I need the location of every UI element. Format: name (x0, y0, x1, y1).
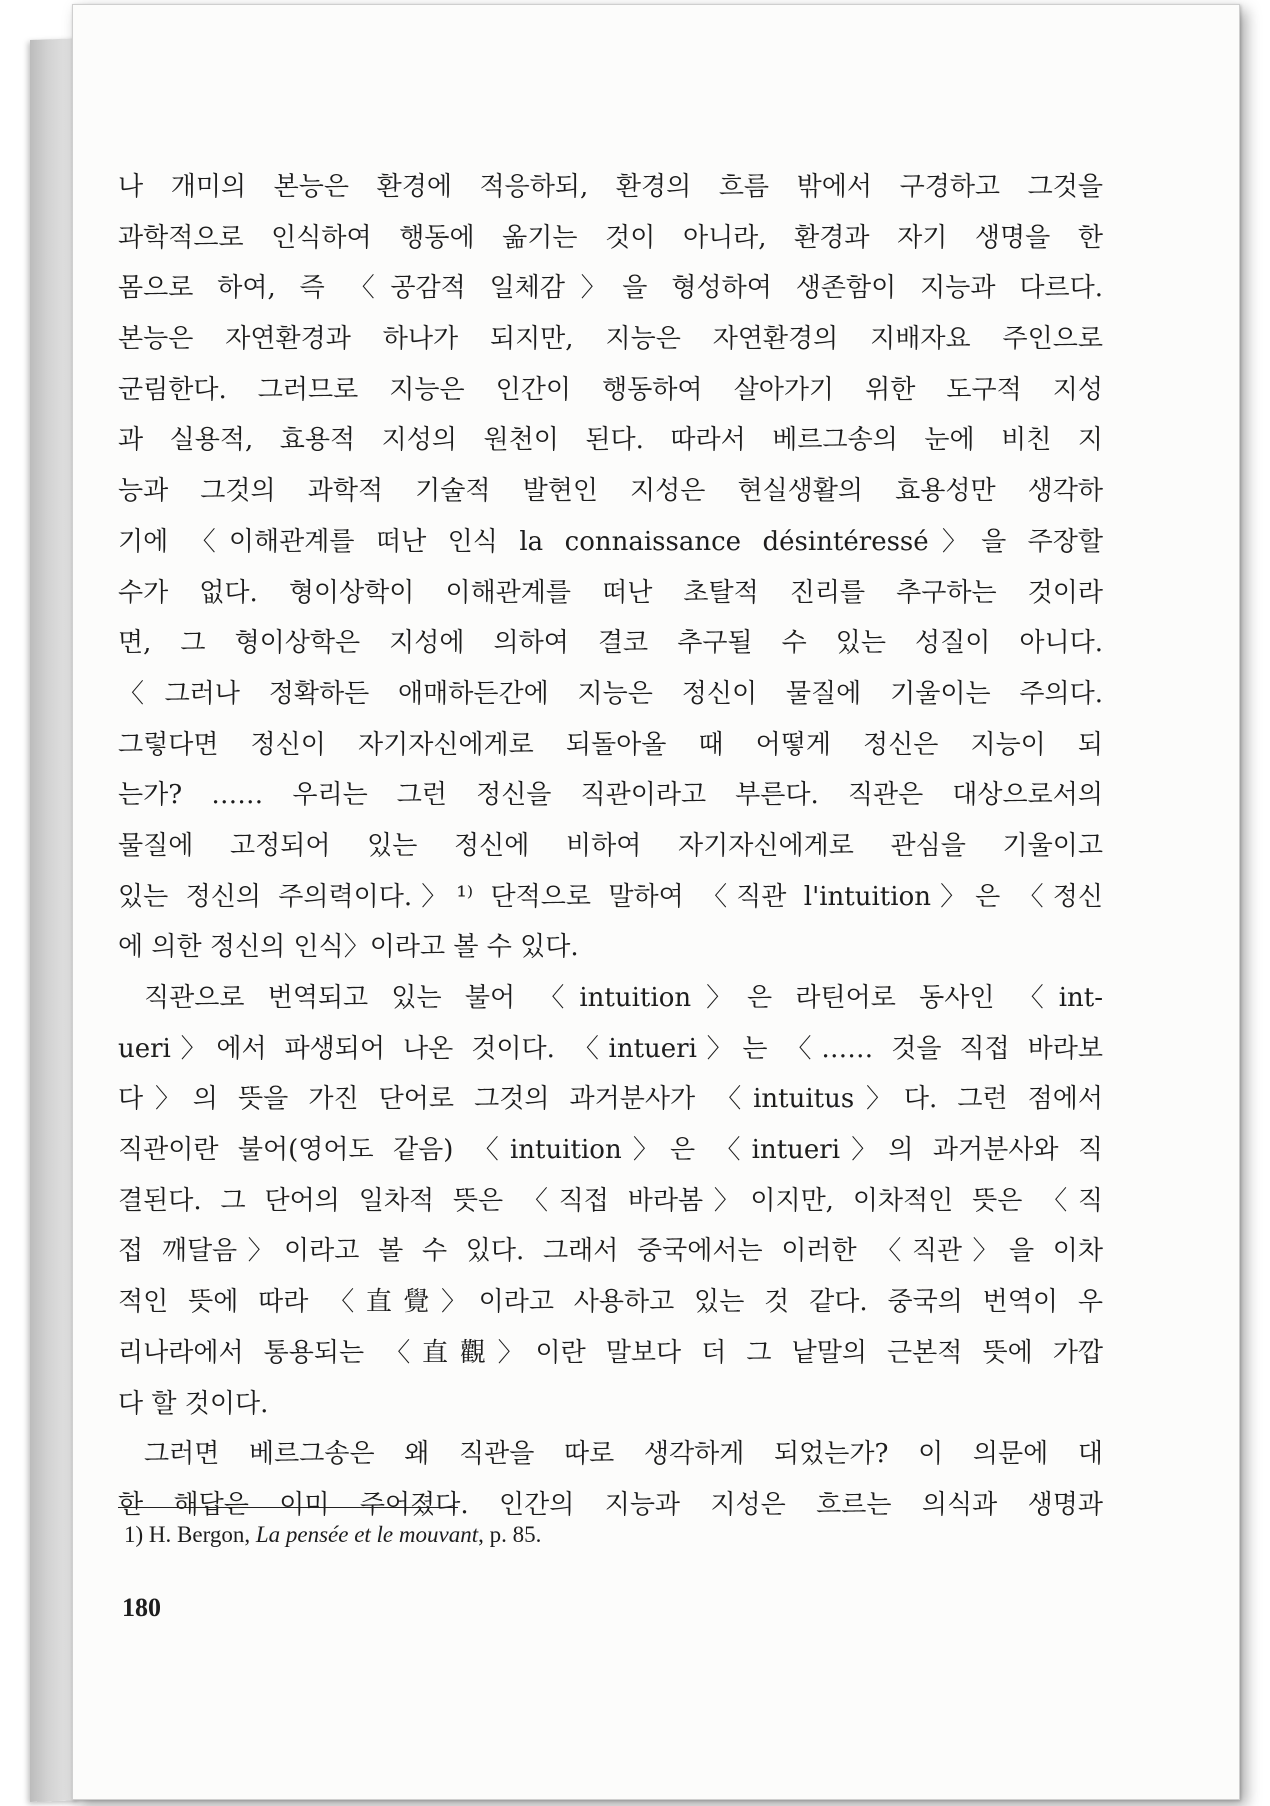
footnote-marker: 1) (124, 1522, 144, 1547)
text-line: 는가? …… 우리는 그런 정신을 직관이라고 부른다. 직관은 대상으로서의 (118, 780, 1103, 811)
text-line: 그렇다면 정신이 자기자신에게로 되돌아올 때 어떻게 정신은 지능이 되 (118, 729, 1103, 760)
text-line: 군림한다. 그러므로 지능은 인간이 행동하여 살아가기 위한 도구적 지성 (118, 374, 1103, 405)
page-number: 180 (122, 1593, 161, 1622)
text-line: 물질에 고정되어 있는 정신에 비하여 자기자신에게로 관심을 기울이고 (118, 830, 1103, 861)
text-line: 그러면 베르그송은 왜 직관을 따로 생각하게 되었는가? 이 의문에 대 (144, 1439, 1103, 1470)
text-line: 적인 뜻에 따라 〈直覺〉이라고 사용하고 있는 것 같다. 중국의 번역이 우 (118, 1287, 1103, 1318)
text-line: 직관으로 번역되고 있는 불어 〈intuition〉은 라틴어로 동사인 〈int- (144, 983, 1103, 1013)
text-line: 한 해답은 이미 주어졌다. 인간의 지능과 지성은 흐르는 의식과 생명과 (118, 1489, 1103, 1520)
text-line: 있는 정신의 주의력이다.〉¹⁾ 단적으로 말하여 〈직관 l'intuition〉은 〈정신 (118, 881, 1103, 912)
text-line: 다〉의 뜻을 가진 단어로 그것의 과거분사가 〈intuitus〉다. 그런 점에서 (118, 1084, 1103, 1115)
text-line: 에 의한 정신의 인식〉이라고 볼 수 있다. (118, 932, 579, 963)
text-line: ueri〉에서 파생되어 나온 것이다. 〈intueri〉는 〈…… 것을 직접 바라보 (118, 1033, 1103, 1064)
footnote (124, 1522, 541, 1548)
text-line: 능과 그것의 과학적 기술적 발현인 지성은 현실생활의 효용성만 생각하 (118, 476, 1103, 507)
text-line: 과 실용적, 효용적 지성의 원천이 된다. 따라서 베르그송의 눈에 비친 지 (118, 425, 1103, 456)
page-body (118, 162, 1103, 1531)
text-line: 기에 〈이해관계를 떠난 인식 la connaissance désintéressé〉을 주장할 (118, 526, 1103, 557)
text-line: 다 할 것이다. (118, 1388, 269, 1419)
text-line: 본능은 자연환경과 하나가 되지만, 지능은 자연환경의 지배자요 주인으로 (118, 324, 1103, 355)
text-line: 〈그러나 정확하든 애매하든간에 지능은 정신이 물질에 기울이는 주의다. (118, 678, 1103, 709)
text-line: 직관이란 불어(영어도 같음) 〈intuition〉은 〈intueri〉의 과거분사와 직 (118, 1135, 1103, 1166)
footnote-title: La pensée et le mouvant (255, 1522, 479, 1547)
text-line: 리나라에서 통용되는 〈直觀〉이란 말보다 더 그 낱말의 근본적 뜻에 가깝 (118, 1337, 1103, 1368)
text-line: 몸으로 하여, 즉 〈공감적 일체감〉을 형성하여 생존함이 지능과 다르다. (118, 273, 1103, 304)
text-line: 접 깨달음〉이라고 볼 수 있다. 그래서 중국에서는 이러한 〈직관〉을 이차 (118, 1236, 1103, 1267)
text-line: 과학적으로 인식하여 행동에 옮기는 것이 아니라, 환경과 자기 생명을 한 (118, 222, 1103, 253)
text-line: 수가 없다. 형이상학이 이해관계를 떠난 초탈적 진리를 추구하는 것이라 (118, 577, 1103, 608)
footnote-author: H. Bergon, (148, 1522, 251, 1547)
footnote-rule (118, 1507, 458, 1508)
text-line: 면, 그 형이상학은 지성에 의하여 결코 추구될 수 있는 성질이 아니다. (118, 628, 1103, 659)
text-line: 결된다. 그 단어의 일차적 뜻은 〈직접 바라봄〉이지만, 이차적인 뜻은 〈직 (118, 1185, 1103, 1216)
footnote-page: , p. 85. (478, 1522, 542, 1547)
text-line: 나 개미의 본능은 환경에 적응하되, 환경의 흐름 밖에서 구경하고 그것을 (118, 172, 1103, 202)
